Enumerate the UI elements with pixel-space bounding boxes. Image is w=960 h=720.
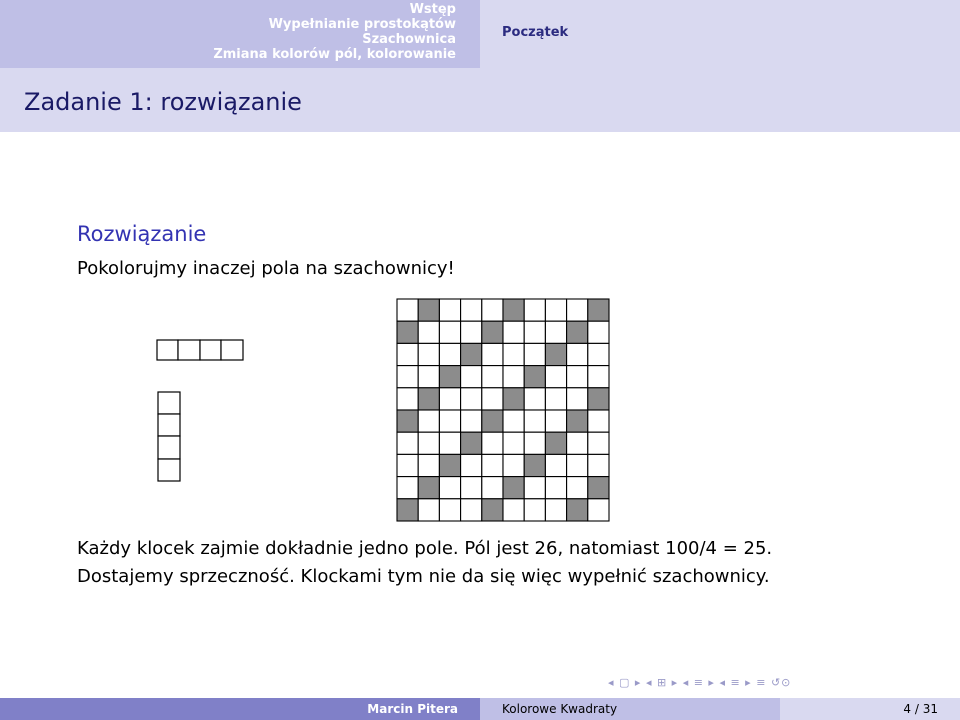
board-cell-gray xyxy=(397,499,418,521)
explanation-line-1: Każdy klocek zajmie dokładnie jedno pole. Pól jest 26, natomiast 100/4 = 25. xyxy=(77,538,773,559)
board-cell-white xyxy=(482,432,503,454)
board-cell-gray xyxy=(588,388,609,410)
board-cell-white xyxy=(524,321,545,343)
board-cell-gray xyxy=(418,477,439,499)
nav-subsection-poczatek[interactable]: Początek xyxy=(502,25,569,40)
board-cell-white xyxy=(503,499,524,521)
board-cell-white xyxy=(461,410,482,432)
board-cell-white xyxy=(482,454,503,476)
footer-title-text: Kolorowe Kwadraty xyxy=(502,702,618,716)
footer-title xyxy=(480,698,780,720)
top-navigation-bar xyxy=(0,0,960,68)
board-cell-white xyxy=(545,388,566,410)
board-cell-gray xyxy=(545,343,566,365)
board-cell-gray xyxy=(524,366,545,388)
board-cell-white xyxy=(545,299,566,321)
board-cell-white xyxy=(439,299,460,321)
board-cell-white xyxy=(567,299,588,321)
board-cell-white xyxy=(397,454,418,476)
board-cell-white xyxy=(524,499,545,521)
board-cell-gray xyxy=(567,499,588,521)
nav-section-szachownica[interactable]: Szachownica xyxy=(362,32,456,47)
board-cell-white xyxy=(545,366,566,388)
board-cell-gray xyxy=(397,321,418,343)
board-cell-white xyxy=(418,410,439,432)
horizontal-tetromino xyxy=(156,339,246,361)
board-cell-white xyxy=(439,321,460,343)
board-cell-white xyxy=(503,432,524,454)
nav-section-wstep[interactable]: Wstęp xyxy=(409,2,456,17)
board-cell-white xyxy=(588,499,609,521)
board-cell-gray xyxy=(503,388,524,410)
board-cell-white xyxy=(588,432,609,454)
board-cell-white xyxy=(397,366,418,388)
board-cell-white xyxy=(545,477,566,499)
board-cell-gray xyxy=(439,366,460,388)
board-cell-gray xyxy=(545,432,566,454)
board-cell-white xyxy=(567,454,588,476)
footer-author-text: Marcin Pitera xyxy=(367,702,458,716)
board-cell-white xyxy=(545,321,566,343)
board-cell-white xyxy=(482,388,503,410)
board-cell-gray xyxy=(588,477,609,499)
board-cell-white xyxy=(397,432,418,454)
board-cell-white xyxy=(567,388,588,410)
board-cell-white xyxy=(482,299,503,321)
board-cell-gray xyxy=(439,454,460,476)
board-cell-gray xyxy=(482,410,503,432)
board-cell-white xyxy=(461,366,482,388)
intro-text: Pokolorujmy inaczej pola na szachownicy! xyxy=(77,258,455,279)
footer-author xyxy=(0,698,480,720)
board-cell-white xyxy=(524,343,545,365)
board-cell-gray xyxy=(397,410,418,432)
board-cell-white xyxy=(567,432,588,454)
nav-frame-icon[interactable]: ◂ ▢ ▸ xyxy=(608,676,642,689)
board-cell-white xyxy=(524,299,545,321)
board-cell-gray xyxy=(524,454,545,476)
board-cell-white xyxy=(524,432,545,454)
board-cell-gray xyxy=(461,432,482,454)
nav-section-icon[interactable]: ◂ ≡ ▸ ◂ ≡ ▸ xyxy=(682,676,752,689)
navigation-symbols[interactable] xyxy=(608,676,791,689)
board-cell-white xyxy=(482,366,503,388)
board-cell-white xyxy=(503,321,524,343)
board-cell-white xyxy=(545,410,566,432)
footer-bar xyxy=(0,698,960,720)
board-cell-gray xyxy=(461,343,482,365)
board-cell-white xyxy=(461,499,482,521)
board-cell-white xyxy=(588,343,609,365)
board-cell-white xyxy=(461,477,482,499)
board-cell-white xyxy=(588,321,609,343)
board-cell-white xyxy=(588,454,609,476)
footer-page-number xyxy=(780,698,960,720)
board-cell-white xyxy=(418,499,439,521)
board-cell-white xyxy=(461,454,482,476)
explanation-line-2: Dostajemy sprzeczność. Klockami tym nie da się więc wypełnić szachownicy. xyxy=(77,566,770,587)
board-cell-white xyxy=(567,343,588,365)
board-cell-gray xyxy=(503,477,524,499)
nav-search-icon[interactable]: ↺⊙ xyxy=(770,676,792,689)
board-cell-white xyxy=(567,366,588,388)
board-cell-white xyxy=(503,410,524,432)
board-cell-white xyxy=(482,343,503,365)
board-cell-white xyxy=(588,366,609,388)
board-cell-white xyxy=(397,343,418,365)
board-cell-white xyxy=(418,432,439,454)
board-cell-gray xyxy=(503,299,524,321)
board-cell-white xyxy=(439,499,460,521)
board-cell-white xyxy=(418,343,439,365)
nav-section-wypelnianie[interactable]: Wypełnianie prostokątów xyxy=(268,17,456,32)
footer-page-text: 4 / 31 xyxy=(903,702,938,716)
board-cell-white xyxy=(545,499,566,521)
board-cell-white xyxy=(439,432,460,454)
board-cell-white xyxy=(461,388,482,410)
board-cell-white xyxy=(418,321,439,343)
board-cell-white xyxy=(524,477,545,499)
board-cell-white xyxy=(397,388,418,410)
board-cell-white xyxy=(503,454,524,476)
board-cell-white xyxy=(418,454,439,476)
board-cell-white xyxy=(461,321,482,343)
board-cell-white xyxy=(461,299,482,321)
board-cell-white xyxy=(397,477,418,499)
board-cell-gray xyxy=(418,388,439,410)
board-cell-white xyxy=(503,366,524,388)
board-cell-white xyxy=(524,410,545,432)
board-cell-white xyxy=(418,366,439,388)
board-cell-gray xyxy=(482,499,503,521)
board-cell-white xyxy=(397,299,418,321)
board-cell-gray xyxy=(418,299,439,321)
frame-title: Zadanie 1: rozwiązanie xyxy=(24,88,302,116)
board-cell-gray xyxy=(567,321,588,343)
board-cell-white xyxy=(439,388,460,410)
board-cell-white xyxy=(439,343,460,365)
board-cell-white xyxy=(545,454,566,476)
board-cell-gray xyxy=(588,299,609,321)
nav-align-icon[interactable]: ≡ xyxy=(756,676,767,689)
board-cell-white xyxy=(439,477,460,499)
board-cell-gray xyxy=(482,321,503,343)
block-title: Rozwiązanie xyxy=(77,222,207,246)
board-cell-gray xyxy=(567,410,588,432)
nav-subsection-icon[interactable]: ◂ ⊞ ▸ xyxy=(645,676,679,689)
nav-section-kolorowanie[interactable]: Zmiana kolorów pól, kolorowanie xyxy=(213,47,456,62)
board-cell-white xyxy=(588,410,609,432)
board-cell-white xyxy=(503,343,524,365)
board-cell-white xyxy=(567,477,588,499)
chessboard-grid xyxy=(396,298,610,522)
board-cell-white xyxy=(439,410,460,432)
board-cell-white xyxy=(482,477,503,499)
board-cell-white xyxy=(524,388,545,410)
vertical-tetromino xyxy=(157,391,181,483)
